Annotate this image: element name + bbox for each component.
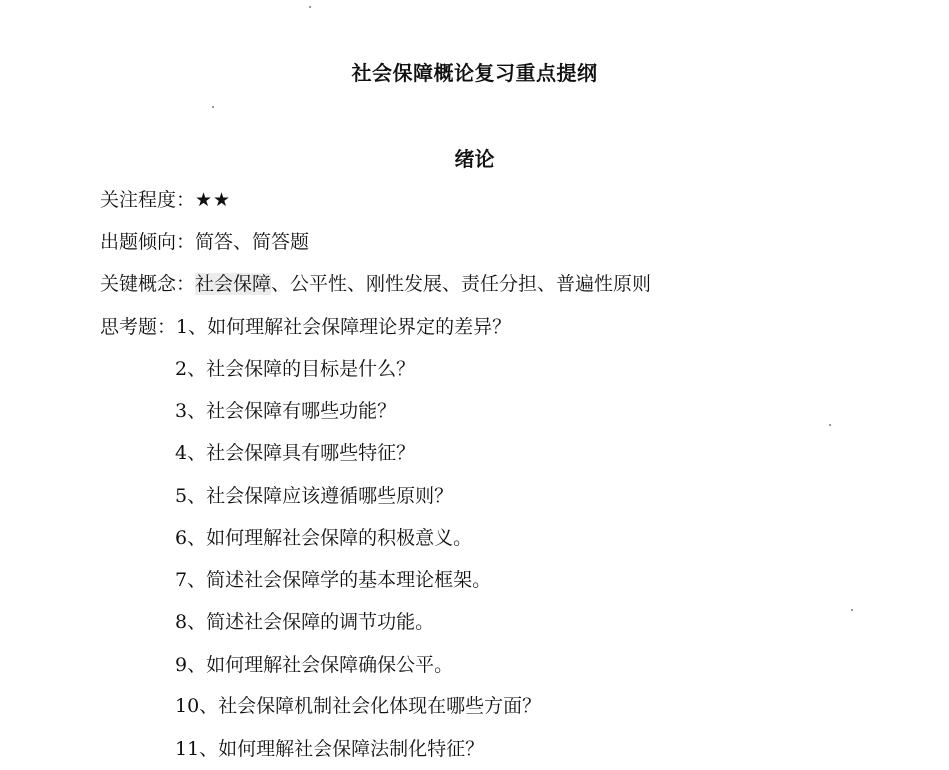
question-item: 9、如何理解社会保障确保公平。 (175, 654, 454, 676)
question-item: 11、如何理解社会保障法制化特征？ (175, 738, 485, 760)
key-concepts-list: 、公平性、刚性发展、责任分担、普遍性原则 (271, 273, 652, 295)
question-item: 7、简述社会保障学的基本理论框架。 (175, 569, 492, 591)
question-tendency-label: 出题倾向： (100, 231, 196, 253)
question-tendency-row (100, 227, 309, 254)
document-title: 社会保障概论复习重点提纲 (351, 61, 598, 85)
scan-speck (829, 424, 831, 426)
questions-label: 思考题： (100, 316, 177, 338)
key-concept-highlighted: 社会保障 (195, 273, 272, 295)
question-tendency-value: 简答、简答题 (195, 231, 310, 253)
questions-row (100, 312, 511, 339)
focus-level-stars: ★★ (195, 189, 232, 211)
question-item: 2、社会保障的目标是什么？ (175, 358, 416, 380)
section-heading: 绪论 (454, 147, 495, 171)
question-item: 8、简述社会保障的调节功能。 (175, 611, 435, 633)
question-item: 1、如何理解社会保障理论界定的差异？ (176, 316, 512, 338)
scan-speck (851, 609, 853, 611)
focus-level-label: 关注程度： (100, 189, 196, 211)
key-concepts-row (100, 269, 651, 296)
question-item: 4、社会保障具有哪些特征？ (175, 442, 416, 464)
scan-speck (212, 106, 214, 108)
question-item: 3、社会保障有哪些功能？ (175, 400, 397, 422)
question-item: 6、如何理解社会保障的积极意义。 (175, 527, 473, 549)
key-concepts-label: 关键概念： (100, 273, 196, 295)
question-item: 10、社会保障机制社会化体现在哪些方面？ (175, 695, 542, 717)
focus-level-row (100, 185, 231, 212)
scan-speck (309, 6, 311, 8)
question-item: 5、社会保障应该遵循哪些原则？ (175, 485, 454, 507)
